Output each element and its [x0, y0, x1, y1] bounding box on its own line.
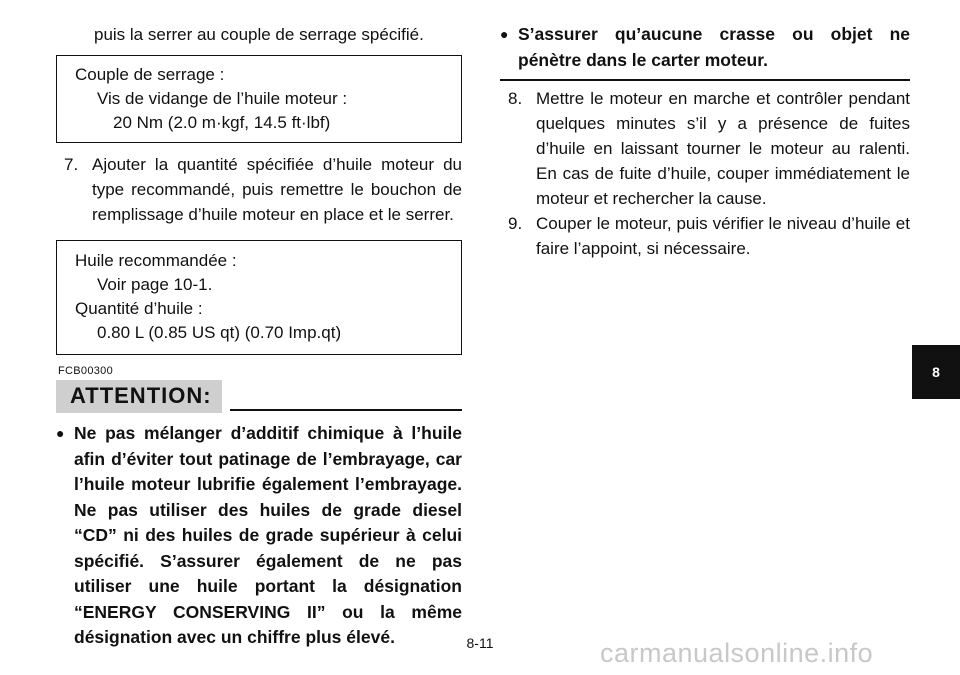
bullet-dot-icon: ● — [500, 26, 509, 42]
section-rule — [500, 79, 910, 81]
attention-label: ATTENTION: — [56, 380, 222, 413]
oil-spec-box — [56, 240, 462, 355]
right-column — [500, 22, 910, 261]
step-9 — [500, 211, 910, 261]
torque-box-title: Couple de serrage : — [75, 65, 225, 84]
caution-code: FCB00300 — [58, 365, 113, 377]
chapter-tab: 8 — [912, 345, 960, 399]
oil-box-quantity-value: 0.80 L (0.85 US qt) (0.70 Imp.qt) — [97, 323, 342, 342]
step-9-text: Couper le moteur, puis vérifier le niveau d’huile et faire l’appoint, si nécessaire. — [536, 214, 910, 258]
oil-box-page-ref: Voir page 10-1. — [97, 275, 213, 294]
right-bullet — [500, 22, 910, 73]
right-bullet-text: S’assurer qu’aucune crasse ou objet ne pénètre dans le carter moteur. — [518, 24, 910, 70]
oil-box-title: Huile recommandée : — [75, 251, 237, 270]
step-7-number: 7. — [64, 155, 79, 174]
torque-box-value: 20 Nm (2.0 m·kgf, 14.5 ft·lbf) — [113, 113, 331, 132]
attention-bullet — [56, 421, 462, 651]
intro-text: puis la serrer au couple de serrage spécifié. — [94, 25, 424, 44]
torque-spec-box — [56, 55, 462, 143]
oil-box-quantity-title: Quantité d’huile : — [75, 299, 203, 318]
page-number: 8-11 — [466, 635, 494, 651]
step-8-number: 8. — [508, 89, 523, 108]
torque-box-item: Vis de vidange de l’huile moteur : — [97, 89, 348, 108]
step-7-text: Ajouter la quantité spécifiée d’huile moteur du type recommandé, puis remettre le bouchon de remplissage d’huile moteur en place et le serrer. — [92, 155, 462, 224]
step-7 — [56, 152, 462, 227]
bullet-dot-icon: ● — [56, 425, 65, 441]
step-9-number: 9. — [508, 214, 523, 233]
attention-bullet-text: Ne pas mélanger d’additif chimique à l’huile afin d’éviter tout patinage de l’embrayage, car l’huile moteur lubrifie également l’embrayage. Ne pas utiliser des huiles de grade diesel “CD” ni des huiles de grade supérieur à celui spécifié. S’assurer également de ne pas utiliser une huile portant la désignation “ENERGY CONSERVING II” ou la même désignation avec un chiffre plus élevé. — [74, 423, 462, 647]
step-8 — [500, 86, 910, 211]
attention-rule — [230, 409, 462, 411]
watermark: carmanualsonline.info — [600, 638, 874, 668]
attention-header — [56, 380, 462, 413]
step-8-text: Mettre le moteur en marche et contrôler pendant quelques minutes s’il y a présence de fuites d’huile en laissant tourner le moteur au ralenti. En cas de fuite d’huile, couper immédiatement le moteur et rechercher la cause. — [536, 89, 910, 208]
left-column — [56, 22, 462, 651]
